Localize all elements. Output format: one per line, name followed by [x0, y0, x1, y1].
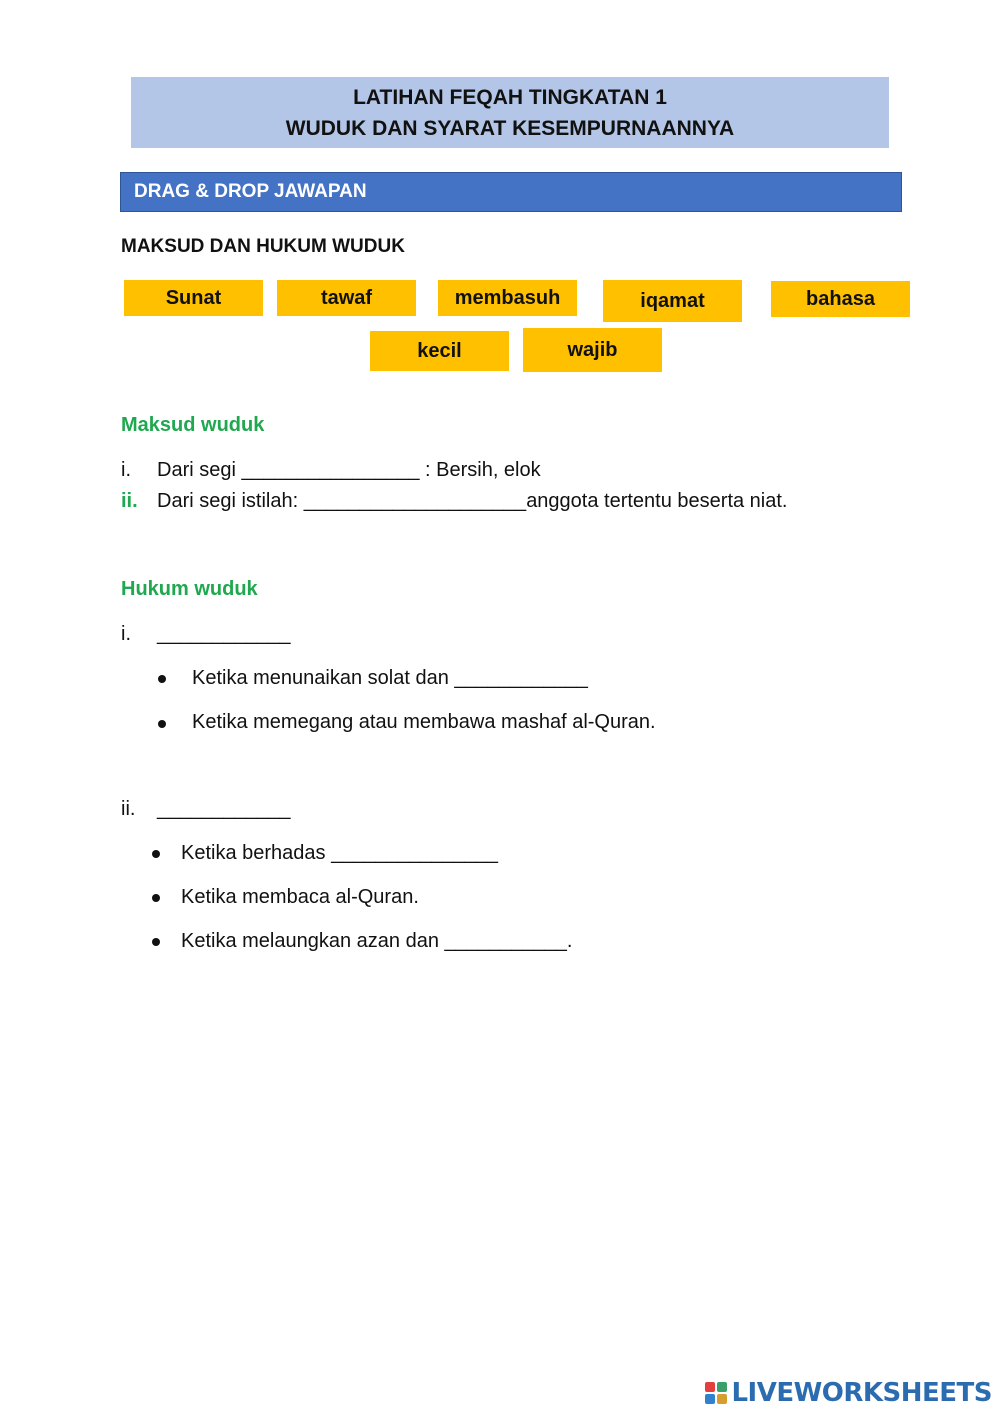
hukum-group-2-blank[interactable]: ____________: [157, 798, 291, 820]
section-bar: [120, 172, 902, 212]
answer-chip-bahasa[interactable]: bahasa: [771, 281, 910, 317]
maksud-item-1-number: i.: [121, 459, 131, 481]
hukum-group-1-bullet-1: Ketika menunaikan solat dan ____________: [192, 667, 588, 689]
hukum-group-1-bullet-2: Ketika memegang atau membawa mashaf al-Quran.: [192, 711, 656, 733]
bullet-icon: [152, 850, 160, 858]
maksud-item-1-text: Dari segi: [157, 459, 242, 481]
hukum-heading: Hukum wuduk: [121, 578, 258, 600]
maksud-item-1-suffix: : Bersih, elok: [419, 459, 541, 481]
answer-chip-iqamat[interactable]: iqamat: [603, 280, 742, 322]
maksud-item-2-text: Dari segi istilah:: [157, 490, 304, 512]
answer-chip-kecil[interactable]: kecil: [370, 331, 509, 371]
title-line-1: LATIHAN FEQAH TINGKATAN 1: [353, 85, 667, 109]
logo-square: [717, 1394, 727, 1404]
hukum-group-2-bullet-1: Ketika berhadas _______________: [181, 842, 498, 864]
logo-square: [705, 1394, 715, 1404]
maksud-item-2-number: ii.: [121, 490, 138, 512]
maksud-heading: Maksud wuduk: [121, 414, 265, 436]
maksud-item-2: [157, 490, 788, 513]
hukum-group-1-number: i.: [121, 623, 131, 645]
maksud-item-2-suffix: anggota tertentu beserta niat.: [526, 490, 788, 512]
maksud-item-1-blank[interactable]: ________________: [241, 459, 420, 481]
answer-chip-membasuh[interactable]: membasuh: [438, 280, 577, 316]
answer-chip-sunat[interactable]: Sunat: [124, 280, 263, 316]
logo-square: [717, 1382, 727, 1392]
title-line-2: WUDUK DAN SYARAT KESEMPURNAANNYA: [285, 116, 735, 140]
worksheet-title: [131, 77, 889, 148]
bullet-icon: [152, 938, 160, 946]
hukum-group-2-number: ii.: [121, 798, 136, 820]
brand-name: LIVEWORKSHEETS: [731, 1378, 992, 1408]
hukum-group-2-bullet-2: Ketika membaca al-Quran.: [181, 886, 419, 908]
section-label: DRAG & DROP JAWAPAN: [134, 181, 367, 202]
liveworksheets-logo: [705, 1376, 992, 1410]
bullet-icon: [158, 720, 166, 728]
maksud-item-2-blank[interactable]: ____________________: [303, 490, 527, 512]
answer-chip-wajib[interactable]: wajib: [523, 328, 662, 372]
bullet-icon: [152, 894, 160, 902]
bullet-icon: [158, 675, 166, 683]
hukum-group-2-bullet-3: Ketika melaungkan azan dan ___________.: [181, 930, 573, 952]
topic-heading: MAKSUD DAN HUKUM WUDUK: [121, 236, 405, 257]
hukum-group-1-blank[interactable]: ____________: [157, 623, 291, 645]
answer-chip-tawaf[interactable]: tawaf: [277, 280, 416, 316]
liveworksheets-mark-icon: [705, 1382, 727, 1404]
maksud-item-1: [157, 459, 541, 482]
logo-square: [705, 1382, 715, 1392]
